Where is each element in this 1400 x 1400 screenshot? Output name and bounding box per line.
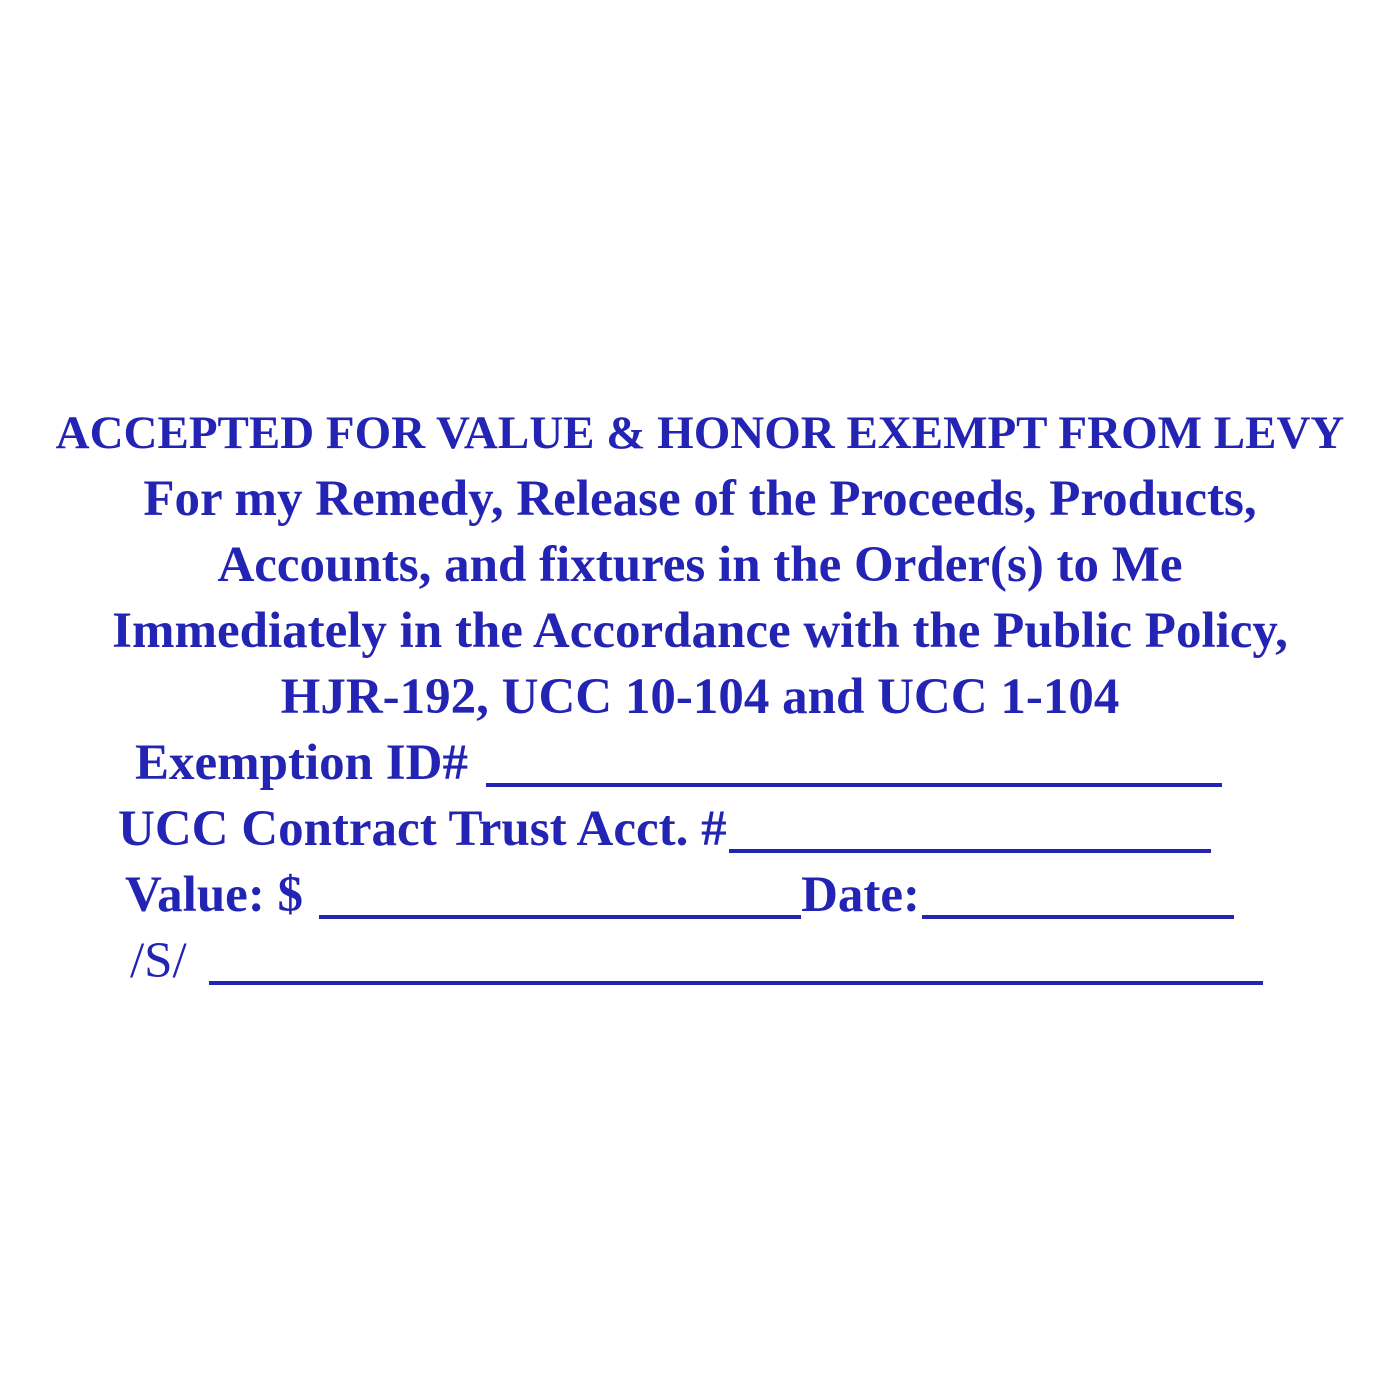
trust-account-label: UCC Contract Trust Acct. # <box>118 801 727 857</box>
date-label: Date: <box>801 867 920 923</box>
value-blank-line <box>319 875 801 919</box>
stamp-body-line-2: Accounts, and fixtures in the Order(s) to Me <box>217 537 1183 593</box>
date-blank-line <box>922 875 1234 919</box>
signature-row <box>130 933 1263 989</box>
value-label: Value: $ <box>125 867 304 923</box>
stamp-body-line-3: Immediately in the Accordance with the Public Policy, <box>112 603 1288 659</box>
trust-account-row <box>118 801 1211 857</box>
stamp-heading: ACCEPTED FOR VALUE & HONOR EXEMPT FROM LEVY <box>55 407 1345 459</box>
stamp-body-line-1: For my Remedy, Release of the Proceeds, Products, <box>143 471 1257 527</box>
exemption-id-blank-line <box>486 743 1222 787</box>
value-date-row <box>125 867 1234 923</box>
signature-label: /S/ <box>130 933 187 989</box>
stamp-body-line-4: HJR-192, UCC 10-104 and UCC 1-104 <box>280 669 1120 725</box>
exemption-id-label: Exemption ID# <box>135 735 468 791</box>
signature-blank-line <box>209 941 1263 985</box>
trust-account-blank-line <box>729 809 1211 853</box>
exemption-id-row <box>135 735 1222 791</box>
